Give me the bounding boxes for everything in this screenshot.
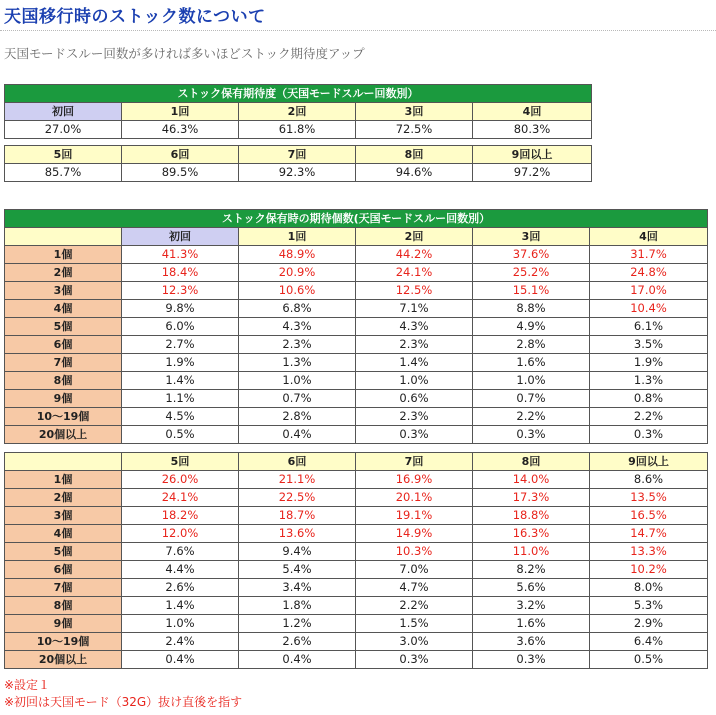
row-label: 2個	[5, 264, 122, 282]
table1-header-cell: 7回	[239, 146, 356, 164]
table-row	[5, 408, 708, 426]
row-label: 10～19個	[5, 633, 122, 651]
row-label: 5個	[5, 543, 122, 561]
table-row	[5, 372, 708, 390]
row-label: 20個以上	[5, 426, 122, 444]
table1-value-cell: 85.7%	[5, 164, 122, 182]
row-label: 8個	[5, 597, 122, 615]
table2-value-cell: 4.7%	[356, 579, 473, 597]
table-row	[5, 633, 708, 651]
table2-value-cell: 0.4%	[239, 651, 356, 669]
row-label: 1個	[5, 471, 122, 489]
table2-value-cell: 1.6%	[473, 615, 590, 633]
table2-value-cell: 16.3%	[473, 525, 590, 543]
table1-value-cell: 97.2%	[473, 164, 592, 182]
table-row	[5, 597, 708, 615]
row-label: 9個	[5, 390, 122, 408]
table-row	[5, 615, 708, 633]
table2-value-cell: 7.0%	[356, 561, 473, 579]
table2-value-cell: 4.3%	[356, 318, 473, 336]
row-label: 7個	[5, 579, 122, 597]
table1-value-cell: 92.3%	[239, 164, 356, 182]
table2-value-cell: 2.7%	[122, 336, 239, 354]
table1-header-cell: 6回	[122, 146, 239, 164]
table2-value-cell: 16.9%	[356, 471, 473, 489]
table2-value-cell: 6.4%	[590, 633, 708, 651]
table2-value-cell: 2.9%	[590, 615, 708, 633]
table2-value-cell: 1.0%	[356, 372, 473, 390]
table2-value-cell: 1.3%	[590, 372, 708, 390]
table2-value-cell: 0.7%	[473, 390, 590, 408]
table2-value-cell: 19.1%	[356, 507, 473, 525]
stock-expectancy-table-2	[4, 145, 592, 182]
table2-value-cell: 20.1%	[356, 489, 473, 507]
table-row	[5, 579, 708, 597]
table2-value-cell: 13.6%	[239, 525, 356, 543]
table2-value-cell: 5.4%	[239, 561, 356, 579]
table2-value-cell: 0.4%	[122, 651, 239, 669]
table-row	[5, 264, 708, 282]
table2-header-cell: 7回	[356, 453, 473, 471]
row-label: 3個	[5, 282, 122, 300]
table1-value-cell: 89.5%	[122, 164, 239, 182]
table1-header-cell: 5回	[5, 146, 122, 164]
table2-value-cell: 0.3%	[356, 651, 473, 669]
table2-value-cell: 14.9%	[356, 525, 473, 543]
table2-value-cell: 13.5%	[590, 489, 708, 507]
table2-value-cell: 8.2%	[473, 561, 590, 579]
table2-value-cell: 12.5%	[356, 282, 473, 300]
table2-value-cell: 41.3%	[122, 246, 239, 264]
table2-value-cell: 16.5%	[590, 507, 708, 525]
table2-value-cell: 0.3%	[473, 651, 590, 669]
table2-value-cell: 2.2%	[473, 408, 590, 426]
stock-count-table	[4, 209, 708, 444]
table2-value-cell: 0.3%	[356, 426, 473, 444]
table1-value-cell: 72.5%	[356, 121, 473, 139]
table2-value-cell: 0.5%	[122, 426, 239, 444]
table2-value-cell: 8.0%	[590, 579, 708, 597]
row-label: 9個	[5, 615, 122, 633]
table-row	[5, 525, 708, 543]
row-label: 2個	[5, 489, 122, 507]
table-row	[5, 471, 708, 489]
table-row	[5, 651, 708, 669]
table1-value-cell: 61.8%	[239, 121, 356, 139]
table1-value-cell: 27.0%	[5, 121, 122, 139]
table2-value-cell: 17.3%	[473, 489, 590, 507]
table-row	[5, 489, 708, 507]
stock-count-table-2	[4, 452, 708, 669]
table2-value-cell: 1.8%	[239, 597, 356, 615]
table2-value-cell: 2.3%	[356, 336, 473, 354]
table2-value-cell: 18.7%	[239, 507, 356, 525]
table2-value-cell: 15.1%	[473, 282, 590, 300]
table2-value-cell: 5.3%	[590, 597, 708, 615]
table2-value-cell: 12.3%	[122, 282, 239, 300]
table2-value-cell: 18.4%	[122, 264, 239, 282]
table2-value-cell: 14.7%	[590, 525, 708, 543]
table2-value-cell: 8.8%	[473, 300, 590, 318]
table2-value-cell: 2.6%	[239, 633, 356, 651]
table2-value-cell: 2.8%	[473, 336, 590, 354]
row-label: 6個	[5, 336, 122, 354]
table2-value-cell: 0.4%	[239, 426, 356, 444]
table1-header-cell: 3回	[356, 103, 473, 121]
table2-value-cell: 10.6%	[239, 282, 356, 300]
table2-value-cell: 0.5%	[590, 651, 708, 669]
row-label: 10～19個	[5, 408, 122, 426]
table2-value-cell: 6.1%	[590, 318, 708, 336]
table2-value-cell: 3.0%	[356, 633, 473, 651]
row-label: 6個	[5, 561, 122, 579]
table2-value-cell: 48.9%	[239, 246, 356, 264]
table2-value-cell: 31.7%	[590, 246, 708, 264]
table-row	[5, 318, 708, 336]
table2-value-cell: 10.4%	[590, 300, 708, 318]
table2-value-cell: 14.0%	[473, 471, 590, 489]
table2-value-cell: 9.4%	[239, 543, 356, 561]
table2-value-cell: 1.4%	[122, 372, 239, 390]
table2-value-cell: 8.6%	[590, 471, 708, 489]
table1-header-cell: 9回以上	[473, 146, 592, 164]
title-divider	[0, 30, 716, 31]
table1-header-cell: 初回	[5, 103, 122, 121]
table2-value-cell: 25.2%	[473, 264, 590, 282]
footnote: ※初回は天国モード（32G）抜け直後を指す	[4, 695, 243, 709]
table2-value-cell: 44.2%	[356, 246, 473, 264]
table1-value-cell: 46.3%	[122, 121, 239, 139]
table2-value-cell: 1.1%	[122, 390, 239, 408]
table2-value-cell: 11.0%	[473, 543, 590, 561]
table-row	[5, 282, 708, 300]
table1-value-cell: 94.6%	[356, 164, 473, 182]
table2-header-cell: 9回以上	[590, 453, 708, 471]
table2-value-cell: 4.9%	[473, 318, 590, 336]
table2-value-cell: 2.2%	[356, 597, 473, 615]
table2-value-cell: 3.2%	[473, 597, 590, 615]
table1-header-cell: 8回	[356, 146, 473, 164]
table2-value-cell: 3.6%	[473, 633, 590, 651]
table2-value-cell: 20.9%	[239, 264, 356, 282]
table2-value-cell: 5.6%	[473, 579, 590, 597]
table2-value-cell: 3.5%	[590, 336, 708, 354]
table-row	[5, 426, 708, 444]
table2-value-cell: 0.3%	[473, 426, 590, 444]
table-row	[5, 336, 708, 354]
table2-header-cell: 初回	[122, 228, 239, 246]
table2-value-cell: 4.4%	[122, 561, 239, 579]
table2-value-cell: 2.2%	[590, 408, 708, 426]
table1-header-cell: 4回	[473, 103, 592, 121]
row-label: 7個	[5, 354, 122, 372]
row-label: 3個	[5, 507, 122, 525]
table2-value-cell: 24.1%	[356, 264, 473, 282]
table2-value-cell: 2.8%	[239, 408, 356, 426]
table2-value-cell: 4.3%	[239, 318, 356, 336]
table1-band-title: ストック保有期待度（天国モードスルー回数別）	[5, 85, 592, 103]
table2-header-cell: 2回	[356, 228, 473, 246]
page-title: 天国移行時のストック数について	[4, 7, 266, 27]
table2-header-cell: 4回	[590, 228, 708, 246]
table2-corner-cell	[5, 453, 122, 471]
table2-header-cell: 1回	[239, 228, 356, 246]
table1-header-cell: 2回	[239, 103, 356, 121]
table2-header-cell: 5回	[122, 453, 239, 471]
table2-value-cell: 1.2%	[239, 615, 356, 633]
table2-value-cell: 2.3%	[239, 336, 356, 354]
table2-value-cell: 21.1%	[239, 471, 356, 489]
table2-value-cell: 26.0%	[122, 471, 239, 489]
table1-header-cell: 1回	[122, 103, 239, 121]
stock-expectancy-table	[4, 84, 592, 139]
intro-text: 天国モードスルー回数が多ければ多いほどストック期待度アップ	[4, 46, 365, 61]
row-label: 4個	[5, 525, 122, 543]
table2-value-cell: 1.4%	[356, 354, 473, 372]
row-label: 1個	[5, 246, 122, 264]
table2-value-cell: 24.1%	[122, 489, 239, 507]
table-row	[5, 543, 708, 561]
table2-value-cell: 1.4%	[122, 597, 239, 615]
row-label: 4個	[5, 300, 122, 318]
table2-value-cell: 0.7%	[239, 390, 356, 408]
table2-value-cell: 10.2%	[590, 561, 708, 579]
table2-value-cell: 1.0%	[122, 615, 239, 633]
table2-value-cell: 0.6%	[356, 390, 473, 408]
table2-value-cell: 1.0%	[473, 372, 590, 390]
table2-value-cell: 0.3%	[590, 426, 708, 444]
table2-value-cell: 24.8%	[590, 264, 708, 282]
table2-value-cell: 2.6%	[122, 579, 239, 597]
table-row	[5, 300, 708, 318]
table2-value-cell: 12.0%	[122, 525, 239, 543]
table-row	[5, 354, 708, 372]
table2-value-cell: 9.8%	[122, 300, 239, 318]
table-row	[5, 390, 708, 408]
table2-value-cell: 13.3%	[590, 543, 708, 561]
table2-value-cell: 7.6%	[122, 543, 239, 561]
table2-value-cell: 22.5%	[239, 489, 356, 507]
table2-corner-cell	[5, 228, 122, 246]
table2-value-cell: 1.9%	[590, 354, 708, 372]
table2-value-cell: 6.0%	[122, 318, 239, 336]
table1-value-cell: 80.3%	[473, 121, 592, 139]
table2-header-cell: 3回	[473, 228, 590, 246]
table2-value-cell: 1.3%	[239, 354, 356, 372]
table2-band-title: ストック保有時の期待個数(天国モードスルー回数別）	[5, 210, 708, 228]
table2-value-cell: 1.0%	[239, 372, 356, 390]
table2-value-cell: 4.5%	[122, 408, 239, 426]
footnotes	[4, 677, 242, 711]
table2-value-cell: 6.8%	[239, 300, 356, 318]
table2-value-cell: 3.4%	[239, 579, 356, 597]
table2-value-cell: 1.5%	[356, 615, 473, 633]
table2-value-cell: 7.1%	[356, 300, 473, 318]
footnote: ※設定１	[4, 678, 51, 692]
table2-value-cell: 18.2%	[122, 507, 239, 525]
table2-value-cell: 2.4%	[122, 633, 239, 651]
row-label: 5個	[5, 318, 122, 336]
table2-value-cell: 1.6%	[473, 354, 590, 372]
table2-value-cell: 18.8%	[473, 507, 590, 525]
table-row	[5, 561, 708, 579]
table-row	[5, 507, 708, 525]
table2-value-cell: 17.0%	[590, 282, 708, 300]
table2-header-cell: 8回	[473, 453, 590, 471]
table-row	[5, 246, 708, 264]
table2-header-cell: 6回	[239, 453, 356, 471]
table2-value-cell: 10.3%	[356, 543, 473, 561]
table2-value-cell: 1.9%	[122, 354, 239, 372]
row-label: 20個以上	[5, 651, 122, 669]
table2-value-cell: 2.3%	[356, 408, 473, 426]
table2-value-cell: 0.8%	[590, 390, 708, 408]
table2-value-cell: 37.6%	[473, 246, 590, 264]
row-label: 8個	[5, 372, 122, 390]
